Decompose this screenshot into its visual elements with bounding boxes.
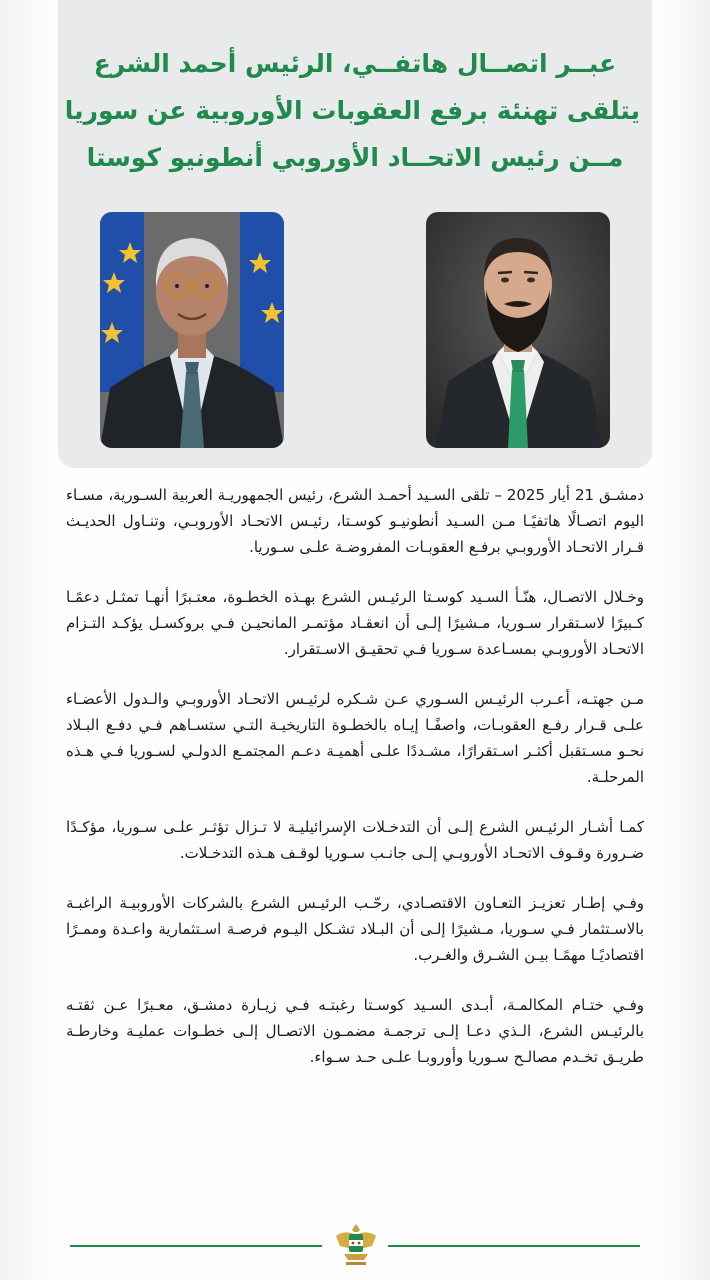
footer-divider-right: [388, 1245, 640, 1247]
headline-line-3: مــن رئيس الاتحــاد الأوروبي أنطونيو كوستا: [86, 143, 624, 172]
syria-emblem-icon: [334, 1220, 378, 1268]
left-side-stripe: [0, 0, 54, 1280]
footer-divider-left: [70, 1245, 322, 1247]
article-paragraph-1: دمشـق 21 أيار 2025 – تلقى السـيد أحمـد الشرع، رئيس الجمهوريـة العربية السـورية، مسـاء اليوم اتصـالًا هاتفيًـا مـن السـيد أنطونيـو كوسـتا، رئيـس الاتحـاد الأوروبـي، وتنـاول الحديـث قـرار الاتحـاد الأوروبـي برفـع العقوبـات المفروضـة علـى سـوريا.: [66, 486, 644, 556]
headline-line-1: عبــر اتصــال هاتفــي، الرئيس أحمد الشرع: [93, 49, 617, 78]
portrait-syrian-president-image: [426, 212, 610, 448]
article-paragraph-4: كمـا أشـار الرئيـس الشرع إلـى أن التدخـلات الإسرائيليـة لا تـزال تؤثـر علـى سـوريا، مؤكـدًا ضـرورة وقـوف الاتحـاد الأوروبـي إلـى جانـب سـوريا لوقـف هـذه التدخـلات.: [66, 818, 644, 862]
article-body: [66, 482, 644, 1094]
article-paragraph-5: وفـي إطـار تعزيـز التعـاون الاقتصـادي، رحّـب الرئيـس الشرع بالشركات الأوروبيـة الراغبـة بالاسـتثمار فـي سـوريا، مـشيرًا إلـى أن البـلاد تشـكل اليـوم فرصـة اسـتثمارية واعـدة وممـرًا اقتصاديًـا مهمًـا بيـن الشـرق والغـرب.: [66, 894, 644, 964]
portrait-eu-council-president: [100, 212, 284, 448]
portrait-eu-council-president-image: [100, 212, 284, 448]
right-side-stripe: [656, 0, 710, 1280]
headline: [64, 40, 640, 181]
article-paragraph-2: وخـلال الاتصـال، هنّـأ السـيد كوسـتا الرئيـس الشرع بهـذه الخطـوة، معتـبرًا أنهـا تمثـل دعمًـا كـبيرًا لاسـتقرار سـوريا، مـشيرًا إلـى أن انعقـاد مؤتمـر المانحيـن فـي بروكسـل يؤكـد التـزام الاتحـاد الأوروبـي بمسـاعدة سـوريا فـي تحقيـق الاسـتقرار.: [66, 588, 644, 658]
article-paragraph-6: وفـي ختـام المكالمـة، أبـدى السـيد كوسـتا رغبتـه فـي زيـارة دمشـق، معـبرًا عـن ثقتـه بالرئيـس الشرع، الـذي دعـا إلـى ترجمـة مضمـون الاتصـال إلـى خطـوات عمليـة وخارطـة طريـق تخـدم مصالـح سـوريا وأوروبـا علـى حـد سـواء.: [66, 996, 644, 1066]
portrait-syrian-president: [426, 212, 610, 448]
article-paragraph-3: مـن جهتـه، أعـرب الرئيـس السـوري عـن شـكره لرئيـس الاتحـاد الأوروبـي والـدول الأعضـاء علـى قـرار رفـع العقوبـات، واصفًـا إيـاه بالخطـوة التاريخيـة التـي ستسـاهم فـي دفـع البـلاد نحـو مسـتقبل أكثـر اسـتقرارًا، مشـددًا علـى أهميـة دعـم المجتمـع الدولـي لسـوريا فـي هـذه المرحلـة.: [66, 690, 644, 786]
headline-line-2: يتلقى تهنئة برفع العقوبات الأوروبية عن سوريا: [64, 96, 640, 125]
